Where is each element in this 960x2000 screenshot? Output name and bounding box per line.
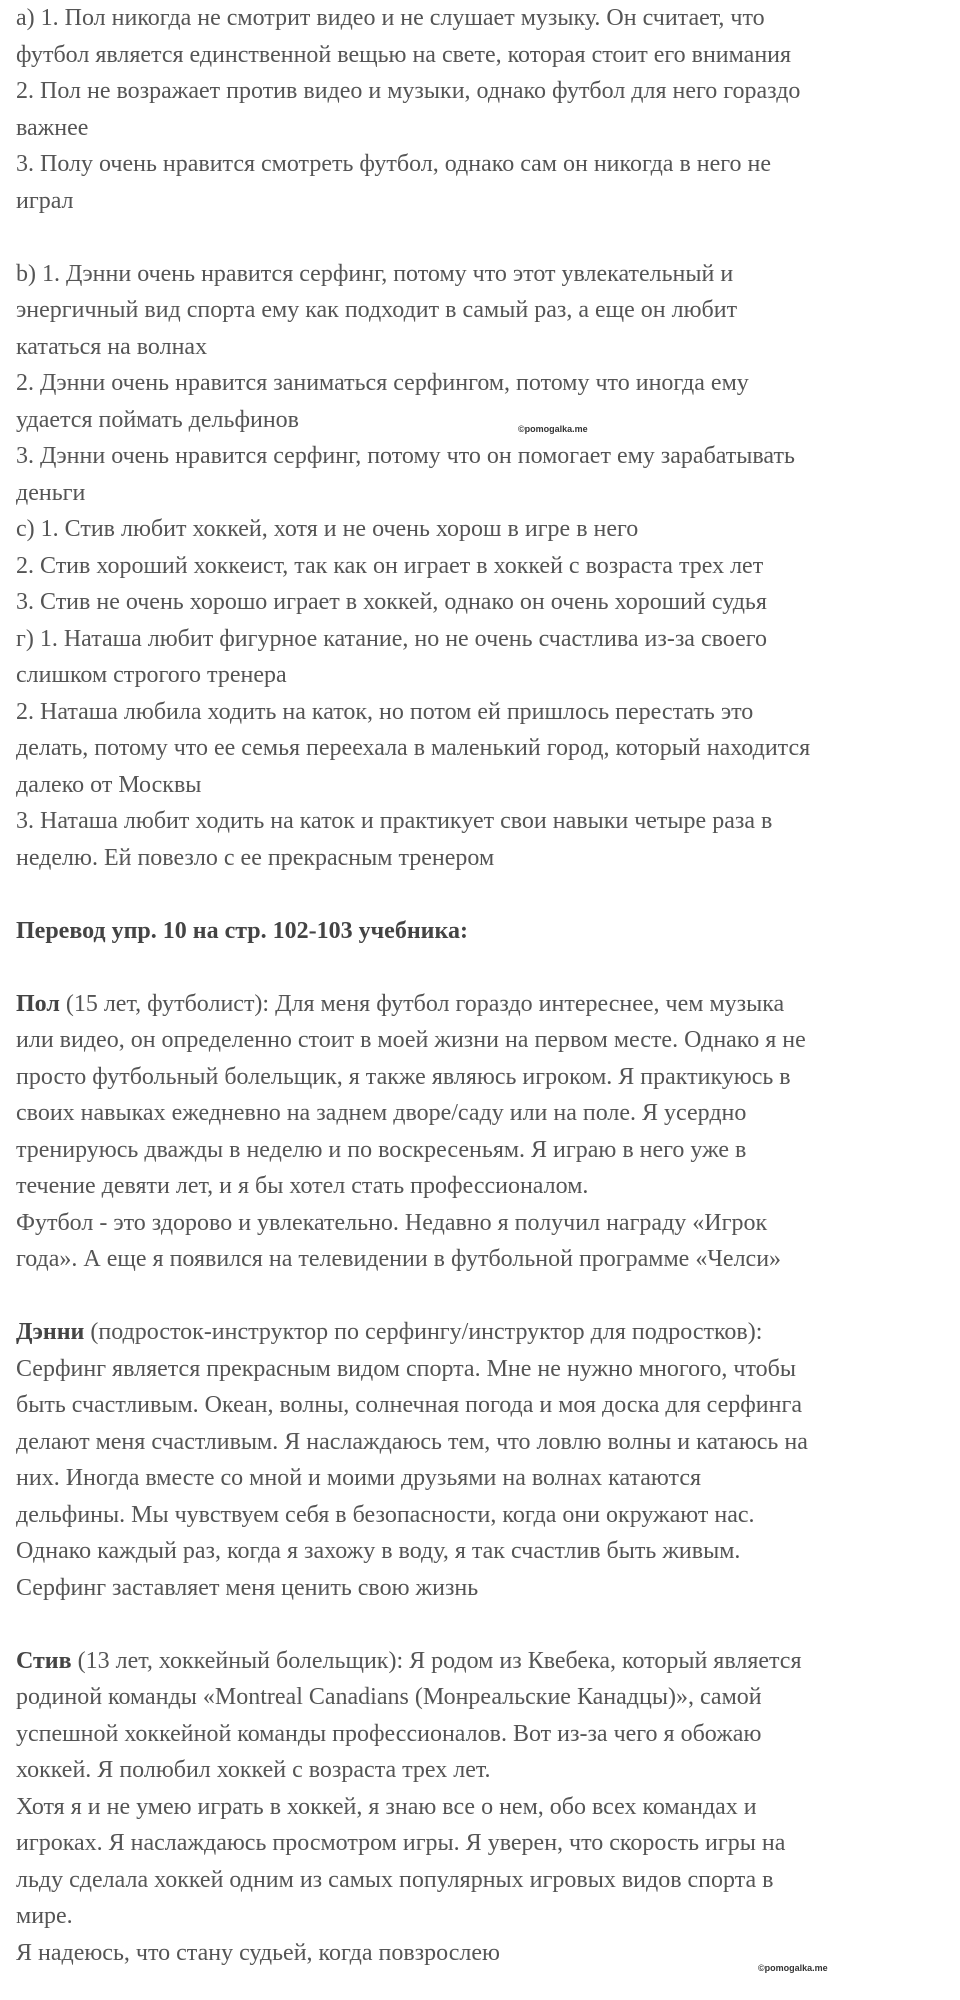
text-span: (подросток-инструктор по серфингу/инструктор для подростков): xyxy=(84,1319,763,1345)
text-line: a) 1. Пол никогда не смотрит видео и не слушает музыку. Он считает, что xyxy=(16,5,765,31)
text-line: игроках. Я наслаждаюсь просмотром игры. Я уверен, что скорость игры на xyxy=(16,1830,786,1856)
paragraph-gap xyxy=(16,876,956,913)
text-line: родиной команды «Montreal Canadians (Монреальские Канадцы)», самой xyxy=(16,1684,762,1710)
text-line: быть счастливым. Океан, волны, солнечная погода и моя доска для серфинга xyxy=(16,1392,802,1418)
text-line: делают меня счастливым. Я наслаждаюсь тем, что ловлю волны и катаюсь на xyxy=(16,1428,808,1455)
text-span: (15 лет, футболист): Для меня футбол гораздо интереснее, чем музыка xyxy=(59,990,785,1017)
steve-paragraph xyxy=(16,1643,956,1972)
speaker-name: Дэнни xyxy=(16,1319,85,1345)
text-line: 2. Стив хороший хоккеист, так как он играет в хоккей с возраста трех лет xyxy=(16,552,764,579)
answer-section-b xyxy=(16,256,956,512)
paul-paragraph xyxy=(16,986,956,1278)
text-line xyxy=(16,1314,956,1351)
text-line: 2. Дэнни очень нравится заниматься серфингом, потому что иногда ему xyxy=(16,370,749,396)
text-line: деньги xyxy=(16,479,86,506)
text-line: течение девяти лет, и я бы хотел стать профессионалом. xyxy=(16,1173,589,1199)
text-line: 3. Наташа любит ходить на каток и практикует свои навыки четыре раза в xyxy=(16,808,773,834)
text-line: неделю. Ей повезло с ее прекрасным тренером xyxy=(16,844,495,871)
text-line: хоккей. Я полюбил хоккей с возраста трех лет. xyxy=(16,1757,491,1783)
text-line: своих навыках ежедневно на заднем дворе/саду или на поле. Я усердно xyxy=(16,1100,747,1126)
text-line: играл xyxy=(16,187,74,214)
text-line: 2. Наташа любила ходить на каток, но потом ей пришлось перестать это xyxy=(16,698,754,725)
text-line: удается поймать дельфинов xyxy=(16,406,300,433)
text-line: Серфинг является прекрасным видом спорта. Мне не нужно многого, чтобы xyxy=(16,1355,796,1382)
text-line: просто футбольный болельщик, я также являюсь игроком. Я практикуюсь в xyxy=(16,1063,791,1090)
text-line: футбол является единственной вещью на свете, которая стоит его внимания xyxy=(16,41,792,68)
text-line xyxy=(16,1643,956,1680)
watermark-text: ©pomogalka.me xyxy=(518,424,588,434)
text-span: (13 лет, хоккейный болельщик): Я родом из Квебека, который является xyxy=(71,1647,802,1674)
text-line: далеко от Москвы xyxy=(16,771,202,798)
answer-section-c xyxy=(16,511,956,621)
text-line: Серфинг заставляет меня ценить свою жизнь xyxy=(16,1574,479,1601)
text-line: них. Иногда вместе со мной и моими друзьями на волнах катаются xyxy=(16,1465,702,1491)
text-line: c) 1. Стив любит хоккей, хотя и не очень хорош в игре в него xyxy=(16,516,639,542)
text-line xyxy=(16,986,956,1023)
paragraph-gap xyxy=(16,949,956,986)
danny-paragraph xyxy=(16,1314,956,1606)
text-line: 2. Пол не возражает против видео и музыки, однако футбол для него гораздо xyxy=(16,78,801,104)
text-line: успешной хоккейной команды профессионалов. Вот из-за чего я обожаю xyxy=(16,1720,762,1747)
text-line: слишком строгого тренера xyxy=(16,662,287,688)
text-line: года». А еще я появился на телевидении в футбольной программе «Челси» xyxy=(16,1246,782,1272)
speaker-name: Пол xyxy=(16,990,60,1017)
text-line: b) 1. Дэнни очень нравится серфинг, потому что этот увлекательный и xyxy=(16,260,734,287)
text-line: делать, потому что ее семья переехала в маленький город, который находится xyxy=(16,735,811,761)
text-line: кататься на волнах xyxy=(16,333,208,360)
text-line: 3. Дэнни очень нравится серфинг, потому что он помогает ему зарабатывать xyxy=(16,443,795,469)
text-line: г) 1. Наташа любит фигурное катание, но не очень счастлива из-за своего xyxy=(16,625,767,652)
watermark-text: ©pomogalka.me xyxy=(758,1963,828,1973)
answer-section-d xyxy=(16,621,956,877)
text-line: Однако каждый раз, когда я захожу в воду, я так счастлив быть живым. xyxy=(16,1538,741,1564)
text-line: Я надеюсь, что стану судьей, когда повзрослею xyxy=(16,1939,500,1966)
translation-heading: Перевод упр. 10 на стр. 102-103 учебника: xyxy=(16,917,468,944)
text-line: 3. Стив не очень хорошо играет в хоккей, однако он очень хороший судья xyxy=(16,589,767,615)
text-line: дельфины. Мы чувствуем себя в безопасности, когда они окружают нас. xyxy=(16,1501,755,1528)
text-line: Футбол - это здорово и увлекательно. Недавно я получил награду «Игрок xyxy=(16,1209,768,1236)
answer-section-a xyxy=(16,0,956,219)
text-line: важнее xyxy=(16,114,89,141)
text-line: энергичный вид спорта ему как подходит в самый раз, а еще он любит xyxy=(16,297,738,323)
text-line: или видео, он определенно стоит в моей жизни на первом месте. Однако я не xyxy=(16,1027,806,1053)
paragraph-gap xyxy=(16,1606,956,1643)
document-page xyxy=(16,0,956,1971)
text-line: льду сделала хоккей одним из самых популярных игровых видов спорта в xyxy=(16,1866,774,1893)
paragraph-gap xyxy=(16,219,956,256)
paragraph-gap xyxy=(16,1278,956,1315)
text-line: тренируюсь дважды в неделю и по воскресеньям. Я играю в него уже в xyxy=(16,1136,747,1163)
text-line: Хотя я и не умею играть в хоккей, я знаю все о нем, обо всех командах и xyxy=(16,1793,757,1820)
text-line: мире. xyxy=(16,1903,73,1929)
speaker-name: Стив xyxy=(16,1647,72,1674)
text-line: 3. Полу очень нравится смотреть футбол, однако сам он никогда в него не xyxy=(16,151,772,177)
